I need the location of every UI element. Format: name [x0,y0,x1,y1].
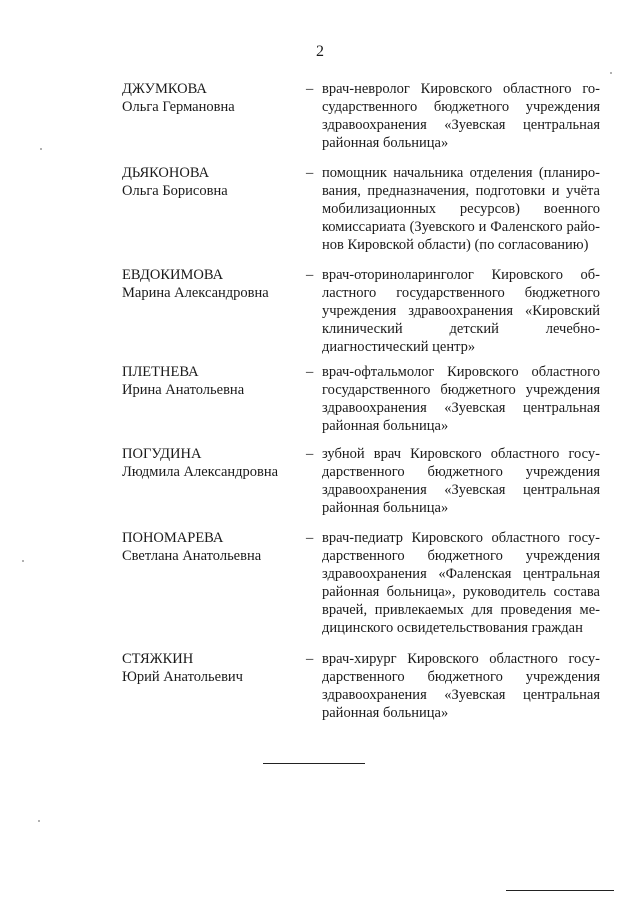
position-line: районная больница» [322,500,449,516]
position-line: районная больница», руководитель состава [322,584,600,600]
position-line: комиссариата (Зуевского и Фаленского райо- [322,219,600,235]
position-line: ластного государственного бюджетного [322,285,600,301]
position-line: районная больница» [322,135,449,151]
position-line: здравоохранения «Зуевская центральная [322,687,600,703]
scan-speck [38,820,40,822]
position-line: нов Кировской области) (по согласованию) [322,237,589,253]
member-position [322,80,600,152]
position-line: клинический детский лечебно- [322,321,600,337]
entry-dash: – [306,364,314,380]
member-position [322,529,600,637]
entry-dash: – [306,165,314,181]
member-surname: ПЛЕТНЕВА [122,364,199,380]
position-line: дицинского освидетельствования граждан [322,620,583,636]
entry-dash: – [306,446,314,462]
position-line: врач-оториноларинголог Кировского об- [322,267,600,283]
position-line: диагностический центр» [322,339,476,355]
position-line: учреждения здравоохранения «Кировский [322,303,600,319]
entry-dash: – [306,651,314,667]
member-position [322,164,600,254]
position-line: врач-педиатр Кировского областного госу- [322,530,600,546]
position-line: зубной врач Кировского областного госу- [322,446,600,462]
bottom-corner-rule [506,890,614,891]
position-line: государственного бюджетного учреждения [322,382,600,398]
scan-speck [610,72,612,74]
member-surname: ДЬЯКОНОВА [122,165,210,181]
member-position [322,363,600,435]
position-line: дарственного бюджетного учреждения [322,669,600,685]
member-surname: ПОНОМАРЕВА [122,530,224,546]
position-line: врач-невролог Кировского областного го- [322,81,600,97]
position-line: здравоохранения «Фаленская центральная [322,566,600,582]
position-line: вания, предназначения, подготовки и учёта [322,183,600,199]
position-line: районная больница» [322,418,449,434]
end-of-list-rule [263,763,365,764]
member-position [322,445,600,517]
page-number: 2 [316,43,324,60]
position-line: здравоохранения «Зуевская центральная [322,482,600,498]
entry-dash: – [306,81,314,97]
position-line: дарственного бюджетного учреждения [322,464,600,480]
position-line: районная больница» [322,705,449,721]
entry-dash: – [306,267,314,283]
position-line: врач-офтальмолог Кировского областного [322,364,600,380]
scan-speck [40,148,42,150]
member-surname: ЕВДОКИМОВА [122,267,224,283]
position-line: врач-хирург Кировского областного госу- [322,651,600,667]
member-given-names: Ольга Борисовна [122,183,228,199]
member-position [322,266,600,356]
position-line: здравоохранения «Зуевская центральная [322,400,600,416]
member-given-names: Ирина Анатольевна [122,382,245,398]
member-given-names: Ольга Германовна [122,99,235,115]
position-line: здравоохранения «Зуевская центральная [322,117,600,133]
member-given-names: Юрий Анатольевич [122,669,243,685]
member-given-names: Марина Александровна [122,285,269,301]
member-given-names: Людмила Александровна [122,464,279,480]
position-line: дарственного бюджетного учреждения [322,548,600,564]
member-position [322,650,600,722]
member-surname: СТЯЖКИН [122,651,194,667]
position-line: врачей, привлекаемых для проведения ме- [322,602,600,618]
position-line: сударственного бюджетного учреждения [322,99,600,115]
position-line: помощник начальника отделения (планиро- [322,165,600,181]
member-given-names: Светлана Анатольевна [122,548,262,564]
member-surname: ПОГУДИНА [122,446,202,462]
scan-speck [22,560,24,562]
position-line: мобилизационных ресурсов) военного [322,201,600,217]
member-surname: ДЖУМКОВА [122,81,207,97]
entry-dash: – [306,530,314,546]
